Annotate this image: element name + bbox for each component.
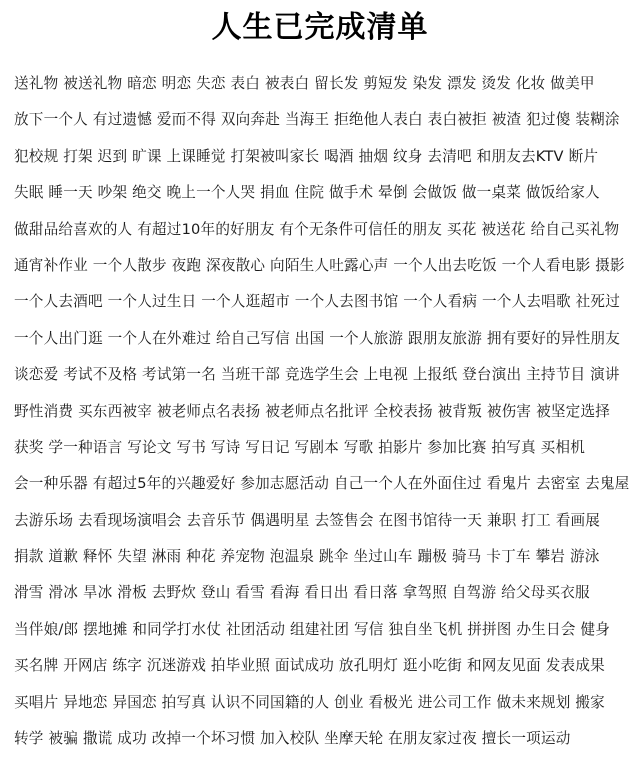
- checklist-line: 做甜品给喜欢的人 有超过10年的好朋友 有个无条件可信任的朋友 买花 被送花 给自己买礼物: [14, 220, 620, 238]
- checklist-line: 买唱片 异地恋 异国恋 拍写真 认识不同国籍的人 创业 看极光 进公司工作 做未来规划 搬家: [14, 693, 605, 711]
- checklist-line: 放下一个人 有过遗憾 爱而不得 双向奔赴 当海王 拒绝他人表白 表白被拒 被渣 犯过傻 装糊涂: [14, 111, 620, 129]
- checklist-line: 谈恋爱 考试不及格 考试第一名 当班干部 竞选学生会 上电视 上报纸 登台演出 主持节目 演讲: [14, 366, 620, 384]
- checklist-line: 野性消费 买东西被宰 被老师点名表扬 被老师点名批评 全校表扬 被背叛 被伤害 被坚定选择: [14, 402, 611, 420]
- checklist-line: 捐款 道歉 释怀 失望 淋雨 种花 养宠物 泡温泉 跳伞 坐过山车 蹦极 骑马 卡丁车 攀岩 游泳: [14, 548, 600, 566]
- checklist-line: 当伴娘/郎 摆地摊 和同学打水仗 社团活动 组建社团 写信 独自坐飞机 拼拼图 办生日会 健身: [14, 620, 611, 638]
- checklist-line: 犯校规 打架 迟到 旷课 上课睡觉 打架被叫家长 喝酒 抽烟 纹身 去清吧 和朋友去KTV 断片: [14, 147, 599, 165]
- checklist-line: 转学 被骗 撒谎 成功 改掉一个坏习惯 加入校队 坐摩天轮 在朋友家过夜 擅长一项运动: [14, 730, 571, 748]
- checklist-line: 去游乐场 去看现场演唱会 去音乐节 偶遇明星 去签售会 在图书馆待一天 兼职 打工 看画展: [14, 511, 601, 529]
- checklist-line: 送礼物 被送礼物 暗恋 明恋 失恋 表白 被表白 留长发 剪短发 染发 漂发 烫发 化妆 做美甲: [14, 75, 595, 92]
- checklist-line: 滑雪 滑冰 旱冰 滑板 去野炊 登山 看雪 看海 看日出 看日落 拿驾照 自驾游 给父母买衣服: [14, 584, 590, 602]
- checklist-line: 一个人出门逛 一个人在外难过 给自己写信 出国 一个人旅游 跟朋友旅游 拥有要好的异性朋友: [14, 329, 620, 347]
- checklist-line: 一个人去酒吧 一个人过生日 一个人逛超市 一个人去图书馆 一个人看病 一个人去唱歌 社死过: [14, 293, 620, 311]
- checklist-line: 会一种乐器 有超过5年的兴趣爱好 参加志愿活动 自己一个人在外面住过 看鬼片 去密室 去鬼屋: [14, 475, 630, 493]
- checklist-line: 获奖 学一种语言 写论文 写书 写诗 写日记 写剧本 写歌 拍影片 参加比赛 拍写真 买相机: [14, 438, 586, 456]
- checklist-line: 失眠 睡一天 吵架 绝交 晚上一个人哭 捐血 住院 做手术 晕倒 会做饭 做一桌菜 做饭给家人: [14, 184, 600, 202]
- checklist-line: 买名牌 开网店 练字 沉迷游戏 拍毕业照 面试成功 放孔明灯 逛小吃街 和网友见面 发表成果: [14, 657, 605, 675]
- page-title: 人生已完成清单: [211, 10, 429, 45]
- checklist-line: 通宵补作业 一个人散步 夜跑 深夜散心 向陌生人吐露心声 一个人出去吃饭 一个人看电影 摄影: [14, 256, 625, 274]
- checklist: [14, 72, 630, 763]
